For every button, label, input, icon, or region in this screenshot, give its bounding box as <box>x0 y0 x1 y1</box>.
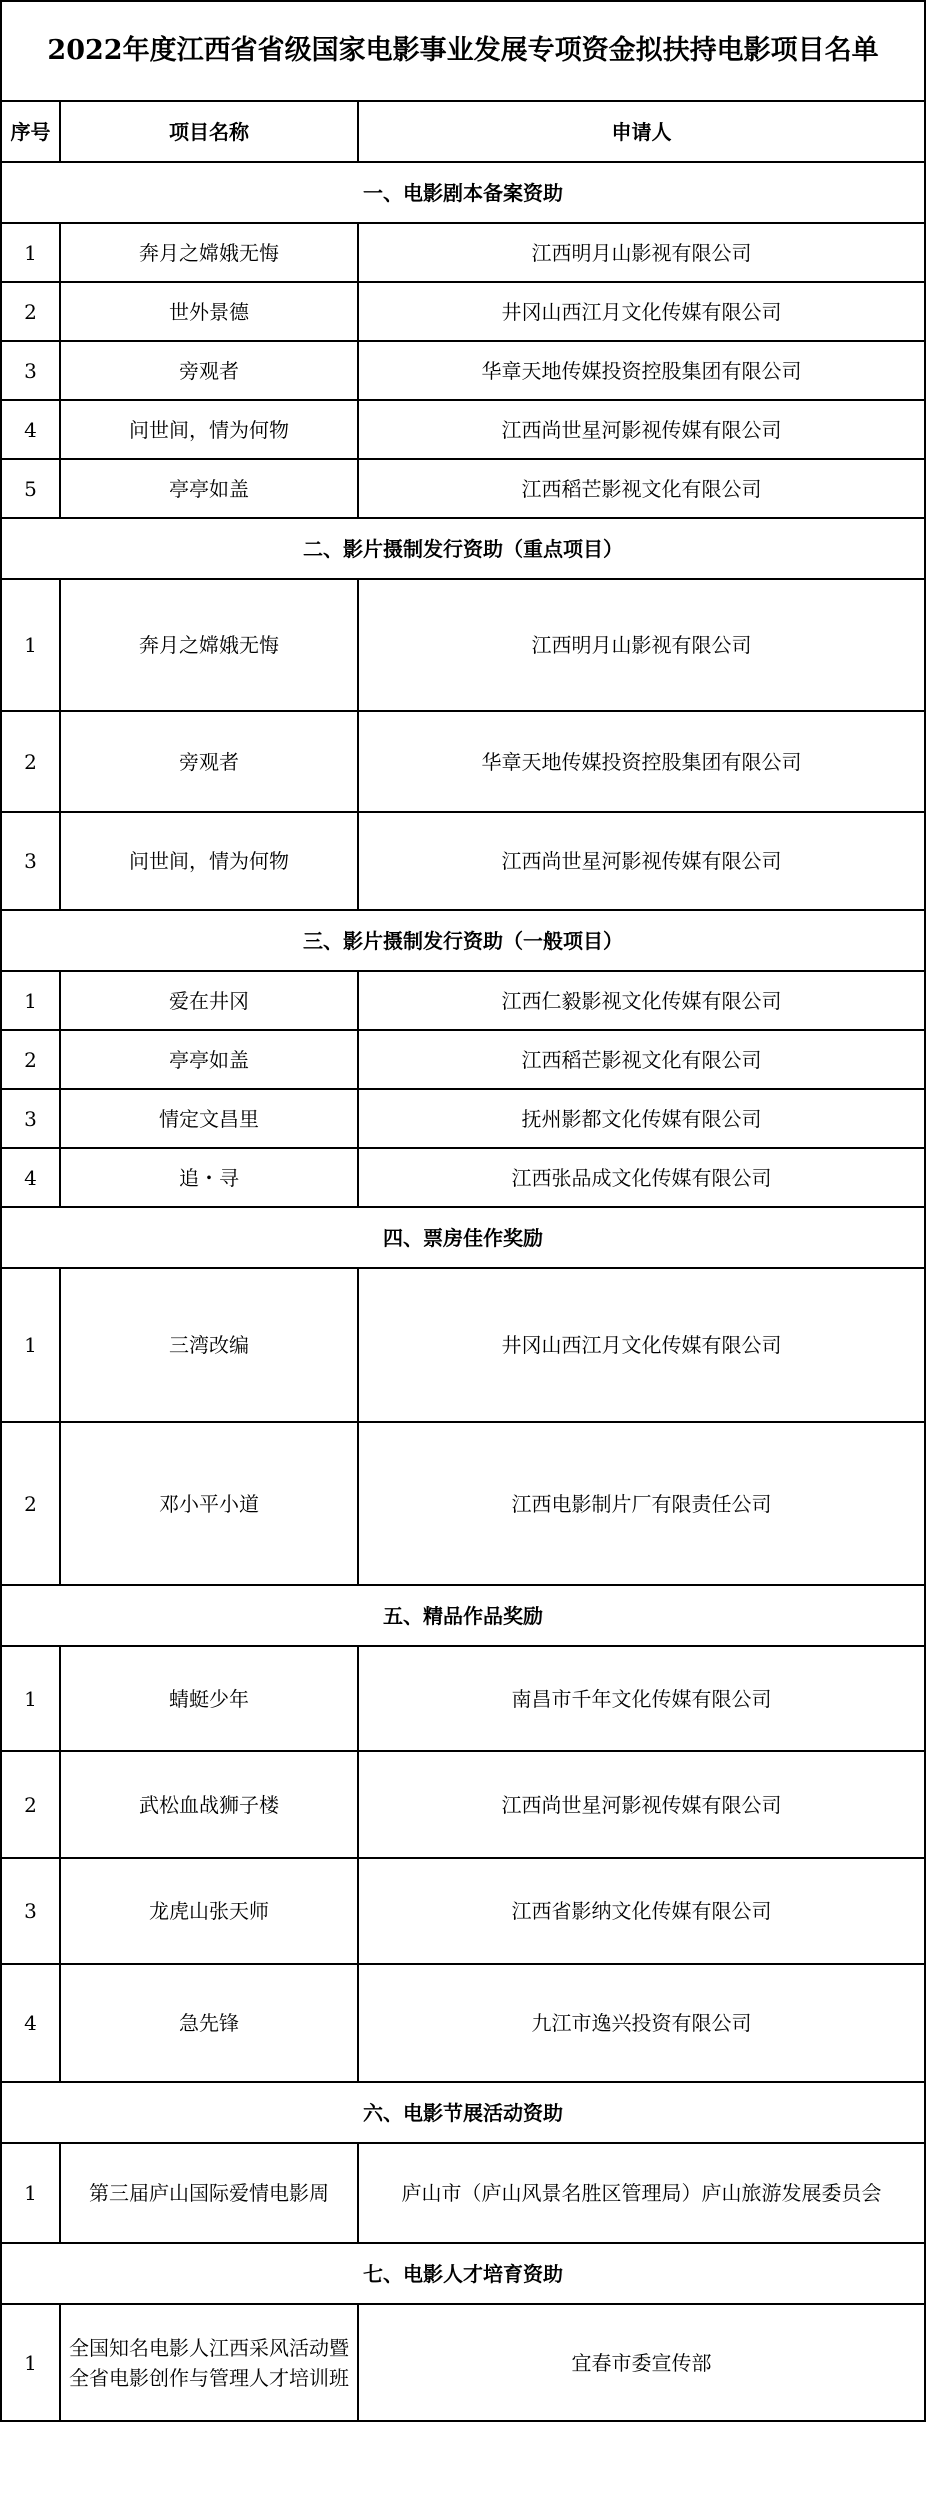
table-row <box>1 971 925 1030</box>
applicant-name: 江西仁毅影视文化传媒有限公司 <box>358 971 925 1030</box>
row-number: 3 <box>1 341 60 400</box>
row-number: 3 <box>1 812 60 910</box>
project-name: 旁观者 <box>60 711 358 812</box>
section-row <box>1 2082 925 2143</box>
project-name: 亭亭如盖 <box>60 459 358 518</box>
applicant-name: 江西明月山影视有限公司 <box>358 223 925 282</box>
table-row <box>1 2304 925 2421</box>
project-name: 爱在井冈 <box>60 971 358 1030</box>
table-row <box>1 1751 925 1858</box>
project-name: 亭亭如盖 <box>60 1030 358 1089</box>
project-name: 问世间，情为何物 <box>60 400 358 459</box>
project-name: 急先锋 <box>60 1964 358 2082</box>
applicant-name: 抚州影都文化传媒有限公司 <box>358 1089 925 1148</box>
table-row <box>1 1268 925 1422</box>
row-number: 2 <box>1 282 60 341</box>
header-applicant: 申请人 <box>358 101 925 162</box>
document-title: 2022年度江西省省级国家电影事业发展专项资金拟扶持电影项目名单 <box>1 1 925 101</box>
applicant-name: 江西省影纳文化传媒有限公司 <box>358 1858 925 1964</box>
table-row <box>1 1030 925 1089</box>
applicant-name: 江西明月山影视有限公司 <box>358 579 925 711</box>
row-number: 2 <box>1 1030 60 1089</box>
applicant-name: 江西尚世星河影视传媒有限公司 <box>358 400 925 459</box>
project-name: 武松血战狮子楼 <box>60 1751 358 1858</box>
project-name: 旁观者 <box>60 341 358 400</box>
row-number: 3 <box>1 1089 60 1148</box>
project-name: 奔月之嫦娥无悔 <box>60 223 358 282</box>
table-row <box>1 282 925 341</box>
applicant-name: 宜春市委宣传部 <box>358 2304 925 2421</box>
header-row <box>1 101 925 162</box>
project-name: 全国知名电影人江西采风活动暨全省电影创作与管理人才培训班 <box>60 2304 358 2421</box>
row-number: 1 <box>1 971 60 1030</box>
row-number: 2 <box>1 711 60 812</box>
section-title: 四、票房佳作奖励 <box>1 1207 925 1268</box>
project-name: 奔月之嫦娥无悔 <box>60 579 358 711</box>
applicant-name: 江西稻芒影视文化有限公司 <box>358 459 925 518</box>
project-name: 世外景德 <box>60 282 358 341</box>
section-title: 一、电影剧本备案资助 <box>1 162 925 223</box>
section-row <box>1 162 925 223</box>
applicant-name: 井冈山西江月文化传媒有限公司 <box>358 282 925 341</box>
table-row <box>1 400 925 459</box>
project-name: 三湾改编 <box>60 1268 358 1422</box>
table-row <box>1 2143 925 2243</box>
applicant-name: 井冈山西江月文化传媒有限公司 <box>358 1268 925 1422</box>
section-title: 五、精品作品奖励 <box>1 1585 925 1646</box>
row-number: 1 <box>1 2143 60 2243</box>
applicant-name: 南昌市千年文化传媒有限公司 <box>358 1646 925 1751</box>
section-title: 三、影片摄制发行资助（一般项目） <box>1 910 925 971</box>
project-name: 第三届庐山国际爱情电影周 <box>60 2143 358 2243</box>
section-row <box>1 1585 925 1646</box>
table-row <box>1 579 925 711</box>
row-number: 4 <box>1 400 60 459</box>
applicant-name: 九江市逸兴投资有限公司 <box>358 1964 925 2082</box>
section-title: 六、电影节展活动资助 <box>1 2082 925 2143</box>
row-number: 1 <box>1 579 60 711</box>
project-name: 问世间，情为何物 <box>60 812 358 910</box>
header-name: 项目名称 <box>60 101 358 162</box>
table-row <box>1 223 925 282</box>
table-row <box>1 1089 925 1148</box>
section-row <box>1 2243 925 2304</box>
row-number: 4 <box>1 1148 60 1207</box>
project-name: 邓小平小道 <box>60 1422 358 1585</box>
applicant-name: 江西电影制片厂有限责任公司 <box>358 1422 925 1585</box>
table-row <box>1 711 925 812</box>
applicant-name: 庐山市（庐山风景名胜区管理局）庐山旅游发展委员会 <box>358 2143 925 2243</box>
table-row <box>1 1646 925 1751</box>
applicant-name: 江西稻芒影视文化有限公司 <box>358 1030 925 1089</box>
project-name: 追・寻 <box>60 1148 358 1207</box>
applicant-name: 华章天地传媒投资控股集团有限公司 <box>358 341 925 400</box>
title-row <box>1 1 925 101</box>
applicant-name: 华章天地传媒投资控股集团有限公司 <box>358 711 925 812</box>
table-row <box>1 1964 925 2082</box>
table-row <box>1 1858 925 1964</box>
section-row <box>1 1207 925 1268</box>
row-number: 4 <box>1 1964 60 2082</box>
section-row <box>1 910 925 971</box>
applicant-name: 江西尚世星河影视传媒有限公司 <box>358 1751 925 1858</box>
row-number: 1 <box>1 223 60 282</box>
row-number: 1 <box>1 1268 60 1422</box>
project-name: 蜻蜓少年 <box>60 1646 358 1751</box>
table-row <box>1 812 925 910</box>
applicant-name: 江西张品成文化传媒有限公司 <box>358 1148 925 1207</box>
applicant-name: 江西尚世星河影视传媒有限公司 <box>358 812 925 910</box>
row-number: 3 <box>1 1858 60 1964</box>
project-name: 情定文昌里 <box>60 1089 358 1148</box>
section-row <box>1 518 925 579</box>
table-row <box>1 1148 925 1207</box>
table-row <box>1 459 925 518</box>
table-row <box>1 1422 925 1585</box>
row-number: 2 <box>1 1422 60 1585</box>
row-number: 1 <box>1 2304 60 2421</box>
project-name: 龙虎山张天师 <box>60 1858 358 1964</box>
table-row <box>1 341 925 400</box>
section-title: 七、电影人才培育资助 <box>1 2243 925 2304</box>
row-number: 5 <box>1 459 60 518</box>
header-num: 序号 <box>1 101 60 162</box>
row-number: 1 <box>1 1646 60 1751</box>
row-number: 2 <box>1 1751 60 1858</box>
section-title: 二、影片摄制发行资助（重点项目） <box>1 518 925 579</box>
